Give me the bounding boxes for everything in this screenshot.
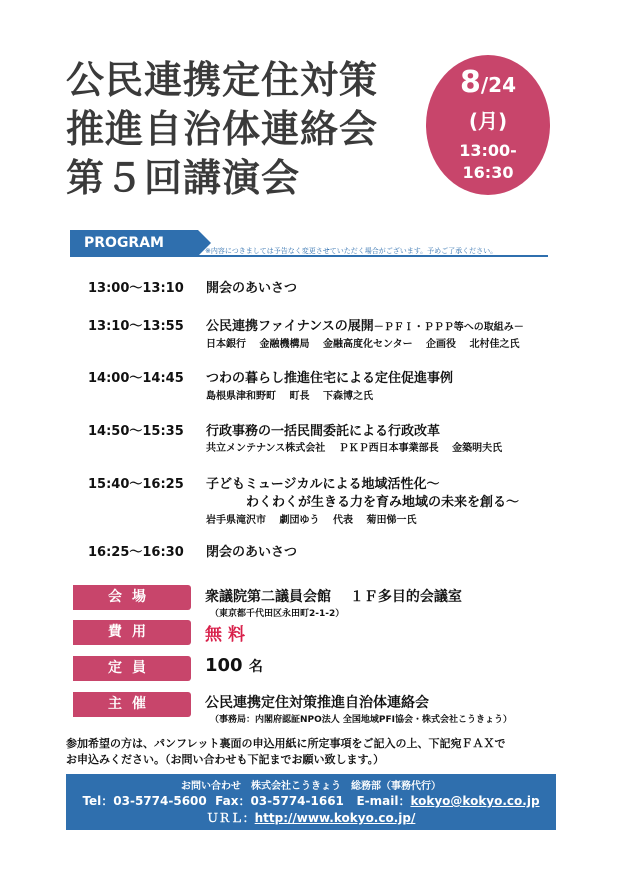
venue-name: 衆議院第二議員会館 １Ｆ多目的会議室 — [205, 589, 462, 605]
program-time: 14:50～15:35 — [88, 424, 184, 439]
capacity-unit: 名 — [248, 659, 263, 675]
host-office: （事務局：内閣府認証NPO法人 全国地域PFI協会・株式会社こうきょう） — [210, 715, 513, 725]
program-item — [88, 420, 440, 439]
program-item — [88, 367, 453, 386]
title-line-1: 公民連携定住対策 — [66, 58, 379, 102]
program-title: 閉会のあいさつ — [206, 545, 298, 560]
program-item — [88, 277, 297, 296]
program-speaker: 岩手県滝沢市 劇団ゆう 代表 菊田悌一氏 — [206, 515, 417, 526]
venue-address: （東京都千代田区永田町2-1-2） — [210, 609, 345, 619]
program-title: 公民連携ファイナンスの展開 — [206, 319, 374, 334]
program-title: 行政事務の一括民間委託による行政改革 — [206, 424, 441, 439]
capacity-label: 定員 — [73, 656, 191, 681]
program-time: 13:00～13:10 — [88, 281, 184, 296]
program-time: 15:40～16:25 — [88, 477, 184, 492]
program-speaker: 島根県津和野町 町長 下森博之氏 — [206, 391, 373, 402]
contact-footer — [66, 774, 556, 830]
notice-text — [66, 736, 556, 768]
program-speaker: 日本銀行 金融機構局 金融高度化センター 企画役 北村佳之氏 — [206, 339, 520, 350]
program-item — [88, 541, 297, 560]
title-line-2: 推進自治体連絡会 — [66, 107, 379, 151]
program-item — [88, 473, 439, 492]
contact-numbers — [66, 792, 556, 809]
time-end: 16:30 — [462, 163, 514, 182]
contact-url-line — [66, 809, 556, 826]
program-speaker: 共立メンテナンス株式会社 ＰＫＰ西日本事業部長 金築明夫氏 — [206, 443, 503, 454]
program-time: 14:00～14:45 — [88, 371, 184, 386]
notice-line-2: お申込みください。（お問い合わせも下記までお願い致します。） — [66, 753, 385, 766]
contact-email-label: E-mail： — [356, 794, 411, 808]
program-title: 子どもミュージカルによる地域活性化～ — [206, 477, 440, 492]
date-badge — [426, 55, 550, 195]
host-label: 主催 — [73, 692, 191, 717]
time-start: 13:00- — [459, 141, 517, 160]
contact-url-link[interactable]: http://www.kokyo.co.jp/ — [254, 811, 416, 825]
contact-heading: お問い合わせ 株式会社こうきょう 総務部（事務代行） — [181, 781, 441, 792]
program-title: 開会のあいさつ — [206, 281, 298, 296]
event-title — [66, 56, 426, 203]
program-title: つわの暮らし推進住宅による定住促進事例 — [206, 371, 454, 386]
title-line-3: 第５回講演会 — [66, 156, 301, 200]
date-month: 8 — [459, 65, 481, 100]
program-title-cont: わくわくが生きる力を育み地域の未来を創る～ — [246, 495, 520, 510]
venue-label: 会場 — [73, 585, 191, 610]
notice-line-1: 参加希望の方は、パンフレット裏面の申込用紙に所定事項をご記入の上、下記宛ＦＡＸで — [66, 737, 506, 750]
program-time: 13:10～13:55 — [88, 319, 184, 334]
program-note: ※内容につきましては予告なく変更させていただく場合がございます。予めご了承ください。 — [205, 247, 498, 255]
date-day: /24 — [480, 73, 516, 97]
fee-label: 費用 — [73, 620, 191, 645]
program-item — [88, 315, 524, 334]
fee-value: 無料 — [205, 625, 251, 645]
contact-email-link[interactable]: kokyo@kokyo.co.jp — [410, 794, 540, 808]
host-name: 公民連携定住対策推進自治体連絡会 — [205, 695, 429, 711]
program-subtitle: －ＰＦＩ・ＰＰＰ等への取組み－ — [373, 322, 524, 333]
capacity-number: 100 — [205, 655, 243, 676]
contact-tel: Tel：03-5774-5600 — [82, 794, 207, 808]
date-text — [426, 67, 550, 101]
capacity-value — [205, 655, 263, 676]
program-label: PROGRAM — [70, 230, 198, 256]
program-time: 16:25～16:30 — [88, 545, 184, 560]
contact-url-label: ＵＲＬ： — [206, 811, 255, 825]
weekday: (月) — [468, 109, 508, 133]
contact-fax: Fax：03-5774-1661 — [215, 794, 344, 808]
